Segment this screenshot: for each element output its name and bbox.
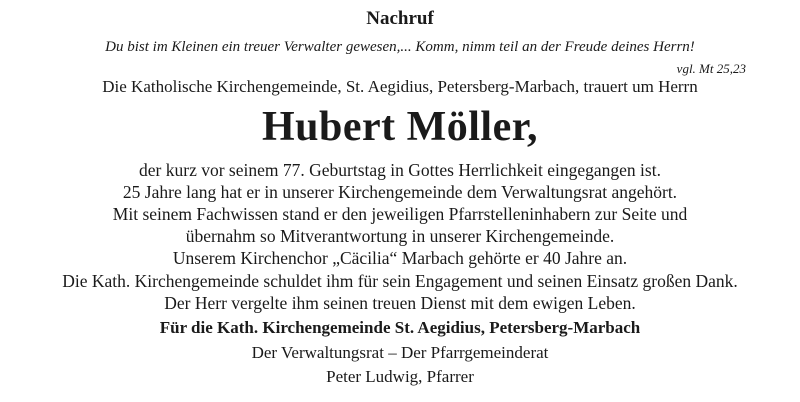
body-line: 25 Jahre lang hat er in unserer Kirchengemeinde dem Verwaltungsrat angehört. [122,182,678,202]
bible-reference: vgl. Mt 25,23 [676,61,746,76]
bible-quote: Du bist im Kleinen ein treuer Verwalter gewesen,... Komm, nimm teil an der Freude deines Herrn! [105,39,695,55]
signer-pastor: Peter Ludwig, Pfarrer [326,367,474,386]
body-line: Mit seinem Fachwissen stand er den jeweiligen Pfarrstelleninhabern zur Seite und [112,204,688,224]
intro-text: Die Katholische Kirchengemeinde, St. Aegidius, Petersberg-Marbach, trauert um Herrn [102,77,698,96]
notice-title: Nachruf [366,8,434,29]
signer-councils: Der Verwaltungsrat – Der Pfarrgemeinderat [251,343,549,362]
signer-parish: Für die Kath. Kirchengemeinde St. Aegidius, Petersberg-Marbach [159,318,641,337]
body-line: übernahm so Mitverantwortung in unserer Kirchengemeinde. [185,226,615,246]
body-line: der kurz vor seinem 77. Geburtstag in Gottes Herrlichkeit eingegangen ist. [139,160,661,180]
body-line: Der Herr vergelte ihm seinen treuen Dienst mit dem ewigen Leben. [164,293,636,313]
body-line: Unserem Kirchenchor „Cäcilia“ Marbach gehörte er 40 Jahre an. [172,248,628,268]
body-line: Die Kath. Kirchengemeinde schuldet ihm für sein Engagement und seinen Einsatz großen Dank. [62,271,738,291]
deceased-name: Hubert Möller, [261,104,539,150]
